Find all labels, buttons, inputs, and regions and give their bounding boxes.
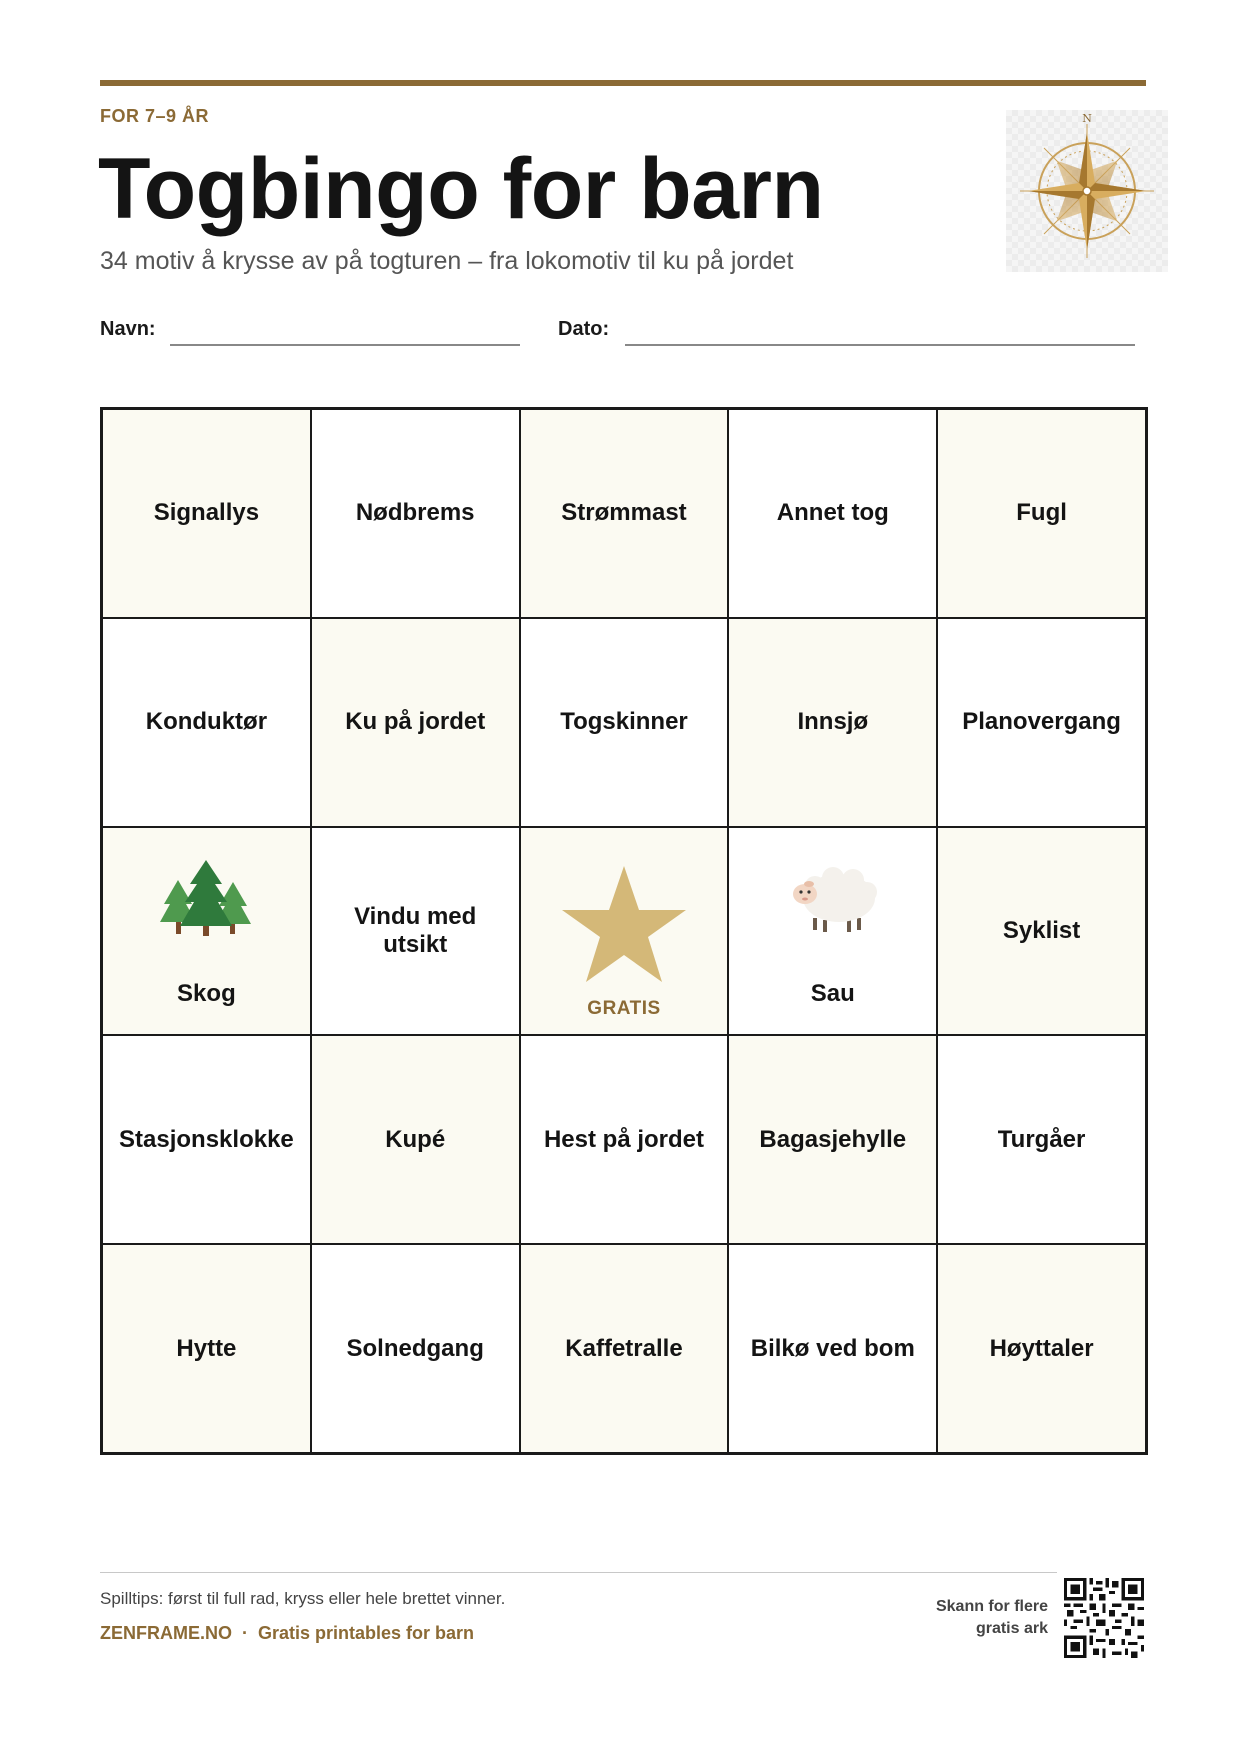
free-label: GRATIS: [587, 997, 661, 1019]
cell-label: Høyttaler: [989, 1334, 1094, 1362]
brand-line: [100, 1623, 474, 1644]
bingo-cell[interactable]: [312, 619, 519, 826]
brand-separator: ·: [242, 1623, 248, 1643]
cell-label: Innsjø: [797, 708, 869, 736]
bingo-cell[interactable]: [938, 410, 1145, 617]
bingo-cell[interactable]: [729, 410, 936, 617]
cell-label: Solnedgang: [346, 1334, 484, 1362]
age-label: FOR 7–9 ÅR: [100, 106, 210, 126]
bingo-cell[interactable]: [103, 619, 310, 826]
bingo-cell[interactable]: [103, 828, 310, 1035]
scan-text: [880, 1596, 1048, 1641]
bingo-cell[interactable]: [521, 1036, 728, 1243]
bingo-cell[interactable]: [938, 619, 1145, 826]
page-subtitle: 34 motiv å krysse av på togturen – fra lokomotiv til ku på jordet: [100, 247, 794, 275]
sheep-icon: [785, 858, 881, 946]
bingo-cell[interactable]: [729, 828, 936, 1035]
bingo-cell[interactable]: [103, 410, 310, 617]
bingo-cell[interactable]: [312, 410, 519, 617]
cell-label: Strømmast: [561, 499, 687, 527]
footer-rule: [100, 1572, 1057, 1573]
bingo-cell[interactable]: [938, 1036, 1145, 1243]
bingo-cell[interactable]: [521, 1245, 728, 1452]
forest-trees-icon: [158, 858, 254, 946]
cell-label: Hest på jordet: [543, 1125, 704, 1153]
cell-label: Annet tog: [776, 499, 889, 527]
bingo-cell[interactable]: [729, 1036, 936, 1243]
cell-label: Nødbrems: [355, 499, 475, 527]
cell-label: Turgåer: [997, 1125, 1086, 1153]
bingo-cell[interactable]: [312, 828, 519, 1035]
bingo-cell[interactable]: [521, 619, 728, 826]
cell-label: Ku på jordet: [345, 708, 486, 736]
bingo-cell[interactable]: [312, 1036, 519, 1243]
bingo-cell[interactable]: [103, 1245, 310, 1452]
cell-label: Kupé: [385, 1125, 446, 1153]
cell-label: Konduktør: [145, 708, 268, 736]
cell-label: Hytte: [176, 1334, 237, 1362]
star-icon: [559, 864, 689, 984]
cell-label: Fugl: [1016, 499, 1067, 527]
cell-label: Sau: [810, 979, 855, 1007]
bingo-cell[interactable]: [103, 1036, 310, 1243]
cell-label: Syklist: [1002, 916, 1081, 944]
cell-label: Skog: [177, 979, 236, 1007]
game-tip: Spilltips: først til full rad, kryss eller hele brettet vinner.: [100, 1589, 506, 1608]
cell-label: Bagasjehylle: [759, 1125, 907, 1153]
name-line[interactable]: [170, 344, 520, 346]
free-cell[interactable]: [521, 828, 728, 1035]
page-title: Togbingo for barn: [98, 141, 824, 237]
brand-tagline: Gratis printables for barn: [258, 1623, 475, 1643]
scan-line-2: gratis ark: [975, 1620, 1048, 1638]
bingo-cell[interactable]: [938, 1245, 1145, 1452]
date-line[interactable]: [625, 344, 1135, 346]
date-label: Dato:: [558, 318, 610, 340]
cell-label: Planovergang: [962, 708, 1121, 736]
bingo-cell[interactable]: [521, 410, 728, 617]
compass-north-letter: N: [1082, 112, 1092, 125]
compass-rose-icon: [1006, 110, 1168, 272]
cell-label: Vindu med utsikt: [354, 902, 477, 958]
cell-label: Bilkø ved bom: [750, 1334, 915, 1362]
qr-code-icon[interactable]: [1064, 1578, 1144, 1658]
cell-label: Kaffetralle: [565, 1334, 683, 1362]
brand-link[interactable]: ZENFRAME.NO: [100, 1623, 232, 1643]
cell-label: Stasjonsklokke: [119, 1125, 294, 1153]
bingo-cell[interactable]: [938, 828, 1145, 1035]
bingo-cell[interactable]: [729, 1245, 936, 1452]
top-rule: [100, 80, 1146, 86]
bingo-cell[interactable]: [729, 619, 936, 826]
name-label: Navn:: [100, 318, 156, 340]
cell-label: Togskinner: [560, 708, 688, 736]
cell-label: Signallys: [153, 499, 260, 527]
scan-line-1: Skann for flere: [935, 1598, 1048, 1615]
bingo-board: [100, 407, 1148, 1455]
bingo-cell[interactable]: [312, 1245, 519, 1452]
